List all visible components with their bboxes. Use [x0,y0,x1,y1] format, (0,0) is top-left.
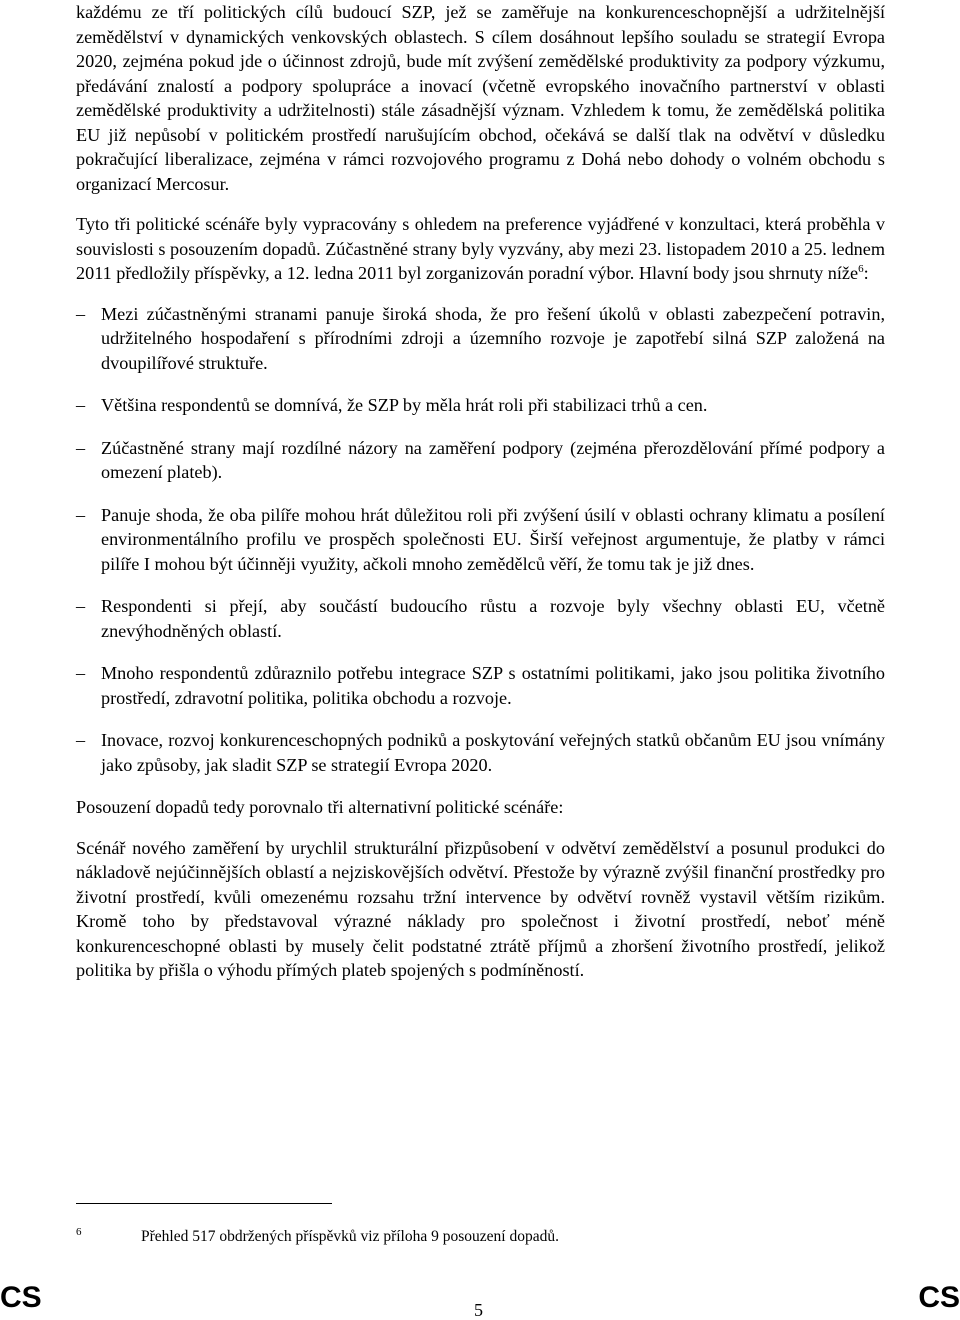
summary-bullet-list [76,302,885,778]
dash-bullet: – [76,437,86,458]
dash-bullet: – [76,730,86,750]
paragraph-2-text: Tyto tři politické scénáře byly vypracovány s ohledem na preference vyjádřené v konzultaci, která proběhla v souvislosti s posouzením dopadů. Zúčastněné strany byly vyzvány, aby mezi 23. listopadem 2010 a 25. lednem 2011 předložily příspěvky, a 12. ledna 2011 byl zorganizován poradní výbor. Hlavní body jsou shrnuty níže [76,214,885,283]
list-item [76,393,885,418]
list-item [76,436,885,485]
language-code-right: CS [918,1281,960,1314]
footnote-number: 6 [76,1226,82,1238]
paragraph-2 [76,212,885,286]
list-item-text: Respondenti si přejí, aby součástí budoucího růstu a rozvoje byly všechny oblasti EU, včetně znevýhodněných oblastí. [101,596,885,641]
list-item-text: Zúčastněné strany mají rozdílné názory na zaměření podpory (zejména přerozdělování přímé podpory a omezení plateb). [101,437,885,482]
language-code-left: CS [0,1281,42,1314]
footnote-separator [76,1203,332,1204]
dash-bullet: – [76,663,86,683]
dash-bullet: – [76,395,86,415]
footnote-text: Přehled 517 obdržených příspěvků viz příloha 9 posouzení dopadů. [141,1228,559,1245]
dash-bullet: – [76,303,86,324]
list-item-text: Mnoho respondentů zdůraznilo potřebu integrace SZP s ostatními politikami, jako jsou politika životního prostředí, zdravotní politika, politika obchodu a rozvoje. [101,663,885,708]
paragraph-1: každému ze tří politických cílů budoucí SZP, jež se zaměřuje na konkurenceschopnější a udržitelnější zemědělství v dynamických venkovských oblastech. S cílem dosáhnout lepšího souladu se strategií Evropa 2020, zejména pokud jde o účinnost zdrojů, bude mít zvýšení zemědělské produktivity za podpory výzkumu, předávání znalostí a podpory spolupráce a inovací (včetně evropského inovačního partnerství v oblasti zemědělské produktivity a udržitelnosti) stále zásadnější význam. Vzhledem k tomu, že zemědělská politika EU již nepůsobí v politickém prostředí narušujícím obchod, očekává se další tlak na odvětví v důsledku pokračující liberalizace, zejména v rámci rozvojového programu z Dohá nebo dohody o volném obchodu s organizací Mercosur. [76,2,885,194]
list-item [76,594,885,643]
footnote-reference[interactable]: 6 [858,262,864,275]
page-number: 5 [474,1300,483,1320]
dash-bullet: – [76,596,86,616]
list-item [76,503,885,577]
list-item-text: Většina respondentů se domnívá, že SZP by měla hrát roli při stabilizaci trhů a cen. [101,395,708,415]
paragraph-4: Scénář nového zaměření by urychlil strukturální přizpůsobení v odvětví zemědělství a posunul produkci do nákladově nejúčinnějších oblastí a nejziskovějších odvětví. Přestože by výrazně zvýšil finanční prostředky pro životní prostředí, kvůli omezenému rozsahu tržní intervence by odvětví rovněž vystavil větším rizikům. Kromě toho by představoval výrazné náklady pro společnost i životní prostředí, neboť méně konkurenceschopné oblasti by musely čelit podstatné ztrátě příjmů a zhoršení životního prostředí, jelikož politika by přišla o výhodu přímých plateb spojených s podmíněností. [76,837,885,980]
paragraph-3: Posouzení dopadů tedy porovnalo tři alternativní politické scénáře: [76,797,564,817]
list-item-text: Mezi zúčastněnými stranami panuje široká shoda, že pro řešení úkolů v oblasti zabezpečení potravin, udržitelného hospodaření s přírodními zdroji a územního rozvoje je zapotřebí silná SZP založená na dvoupilířové struktuře. [101,303,885,373]
paragraph-2-end: : [863,263,869,283]
list-item [76,661,885,710]
list-item-text: Inovace, rozvoj konkurenceschopných podniků a poskytování veřejných statků občanům EU jsou vnímány jako způsoby, jak sladit SZP se strategií Evropa 2020. [101,730,885,775]
list-item-text: Panuje shoda, že oba pilíře mohou hrát důležitou roli při zvýšení úsilí v oblasti ochrany klimatu a posílení environmentálního profilu ve prospěch společnosti EU. Širší veřejnost argumentuje, že platby v rámci pilíře I mohou být účinněji využity, ačkoli mnoho zemědělců věří, že tomu tak je již dnes. [101,504,885,574]
list-item [76,302,885,376]
dash-bullet: – [76,504,86,525]
list-item [76,728,885,777]
document-body [76,0,885,983]
